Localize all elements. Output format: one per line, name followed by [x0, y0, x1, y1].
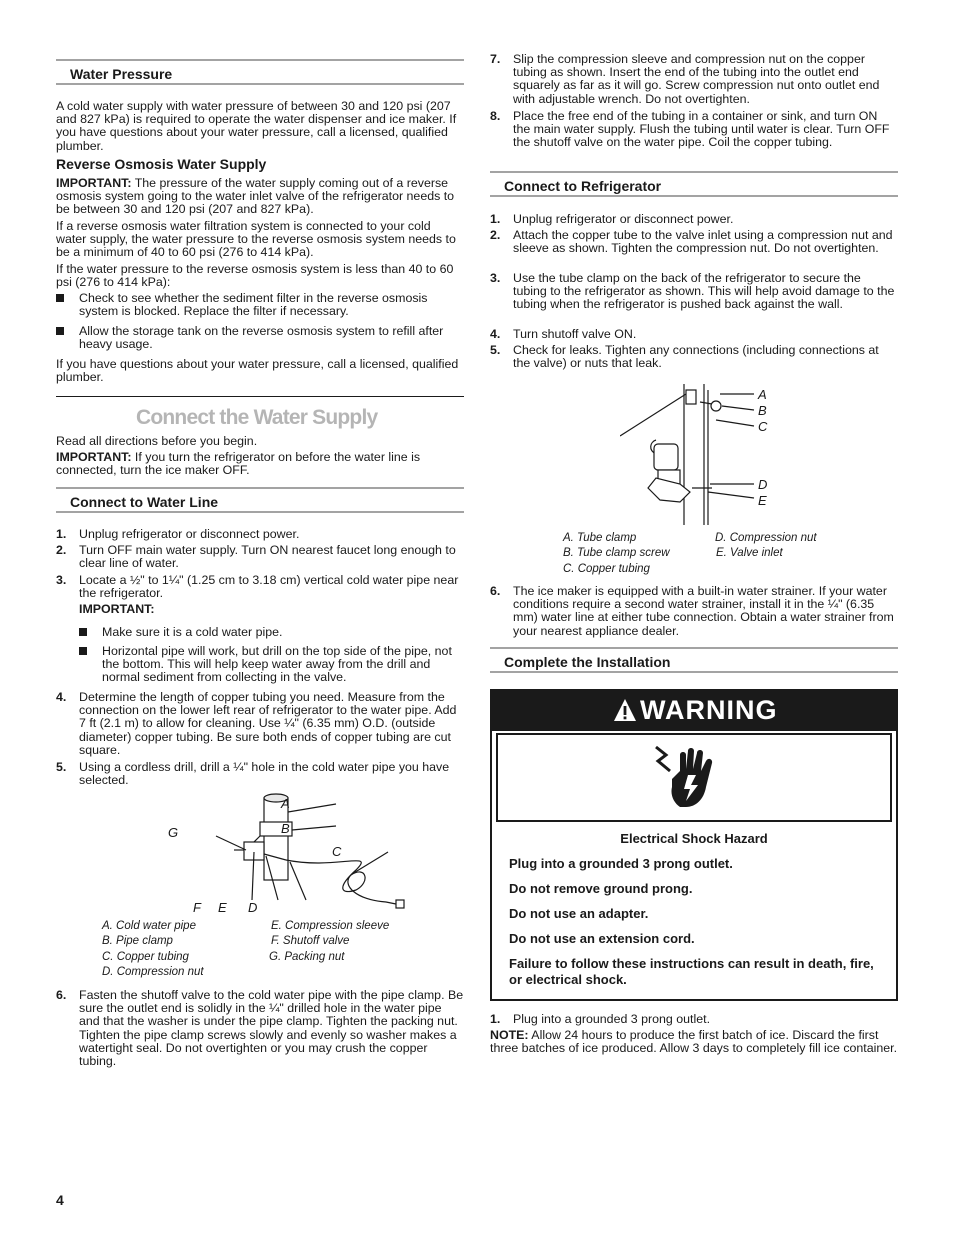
- figure-caption: E. Compression sleeve: [271, 920, 390, 932]
- section-title: Connect to Refrigerator: [504, 178, 662, 194]
- refrigerator-connection-diagram: [620, 380, 780, 528]
- warning-triangle-icon: [613, 698, 637, 722]
- warning-banner: [492, 691, 896, 731]
- hazard-line: Do not remove ground prong.: [509, 881, 693, 896]
- figure-label: B: [281, 821, 290, 836]
- figure-caption: E. Valve inlet: [716, 547, 783, 559]
- bullet-square-icon: [79, 647, 87, 655]
- paragraph: If you have questions about your water pressure, call a licensed, qualified plumber.: [56, 357, 459, 385]
- hazard-line: Plug into a grounded 3 prong outlet.: [509, 856, 733, 871]
- warning-box: [490, 689, 898, 1001]
- figure-caption: F. Shutoff valve: [271, 935, 350, 947]
- section-header-refrigerator: [490, 171, 898, 197]
- figure-caption: D. Compression nut: [715, 532, 817, 544]
- section-header-complete: [490, 647, 898, 673]
- figure-label: G: [168, 825, 179, 840]
- section-title: Water Pressure: [70, 66, 173, 82]
- hazard-line: Do not use an extension cord.: [509, 931, 695, 946]
- figure-label: E: [758, 493, 767, 508]
- subheading-reverse-osmosis: Reverse Osmosis Water Supply: [56, 156, 267, 172]
- section-title: Complete the Installation: [504, 654, 671, 670]
- figure-caption: B. Tube clamp screw: [563, 547, 670, 559]
- electric-shock-hand-icon: [650, 741, 720, 817]
- figure-caption: A. Tube clamp: [563, 532, 637, 544]
- paragraph: If the water pressure to the reverse osmosis system is less than 40 to 60 psi (276 to 414 kPa):: [56, 262, 454, 290]
- figure-caption: B. Pipe clamp: [102, 935, 173, 947]
- hazard-line: Failure to follow these instructions can result in death, fire, or electrical shock.: [509, 956, 874, 987]
- paragraph: If a reverse osmosis water filtration system is connected to your cold water supply, the water pressure to the reverse osmosis system needs to be a minimum of 40 to 60 psi (276 to 414 kPa).: [56, 219, 456, 260]
- warning-word: WARNING: [640, 695, 778, 725]
- hazard-title: Electrical Shock Hazard: [620, 831, 768, 846]
- figure-caption: A. Cold water pipe: [102, 920, 196, 932]
- figure-caption: C. Copper tubing: [563, 563, 650, 575]
- bullet-square-icon: [56, 294, 64, 302]
- paragraph-important: IMPORTANT: The pressure of the water supply coming out of a reverse osmosis system going to the water inlet valve of the refrigerator needs to be between 30 and 120 psi (207 and 827 kPa).: [56, 176, 455, 217]
- figure-label: A: [281, 796, 290, 811]
- figure-label: B: [758, 403, 767, 418]
- page-number: 4: [56, 1192, 64, 1208]
- important-label: IMPORTANT:: [79, 602, 155, 616]
- section-title: Connect to Water Line: [70, 494, 219, 510]
- figure-label: E: [218, 900, 227, 915]
- figure-label: D: [758, 477, 768, 492]
- hazard-icon-panel: [496, 733, 892, 822]
- divider: [56, 396, 464, 397]
- figure-label: C: [332, 844, 342, 859]
- page-title: Connect the Water Supply: [136, 406, 378, 429]
- figure-caption: G. Packing nut: [269, 951, 345, 963]
- figure-caption: D. Compression nut: [102, 966, 204, 978]
- section-header-water-pressure: [56, 59, 464, 85]
- figure-label: D: [248, 900, 258, 915]
- bullet-square-icon: [56, 327, 64, 335]
- figure-label: C: [758, 419, 768, 434]
- paragraph: Read all directions before you begin.: [56, 434, 258, 448]
- hazard-line: Do not use an adapter.: [509, 906, 649, 921]
- bullet-square-icon: [79, 628, 87, 636]
- section-header-water-line: [56, 487, 464, 513]
- figure-caption: C. Copper tubing: [102, 951, 189, 963]
- paragraph: A cold water supply with water pressure of between 30 and 120 psi (207 and 827 kPa) is required to operate the water dispenser and ice maker. If you have questions about your water pressure, call a licensed, qualified plumber.: [56, 99, 457, 153]
- note-paragraph: NOTE: Allow 24 hours to produce the first batch of ice. Discard the first three batches of ice produced. Allow 3 days to completely fill ice container.: [490, 1028, 898, 1056]
- figure-label: F: [193, 900, 201, 915]
- paragraph-important: IMPORTANT: If you turn the refrigerator on before the water line is connected, turn the ice maker OFF.: [56, 450, 421, 478]
- figure-label: A: [758, 387, 767, 402]
